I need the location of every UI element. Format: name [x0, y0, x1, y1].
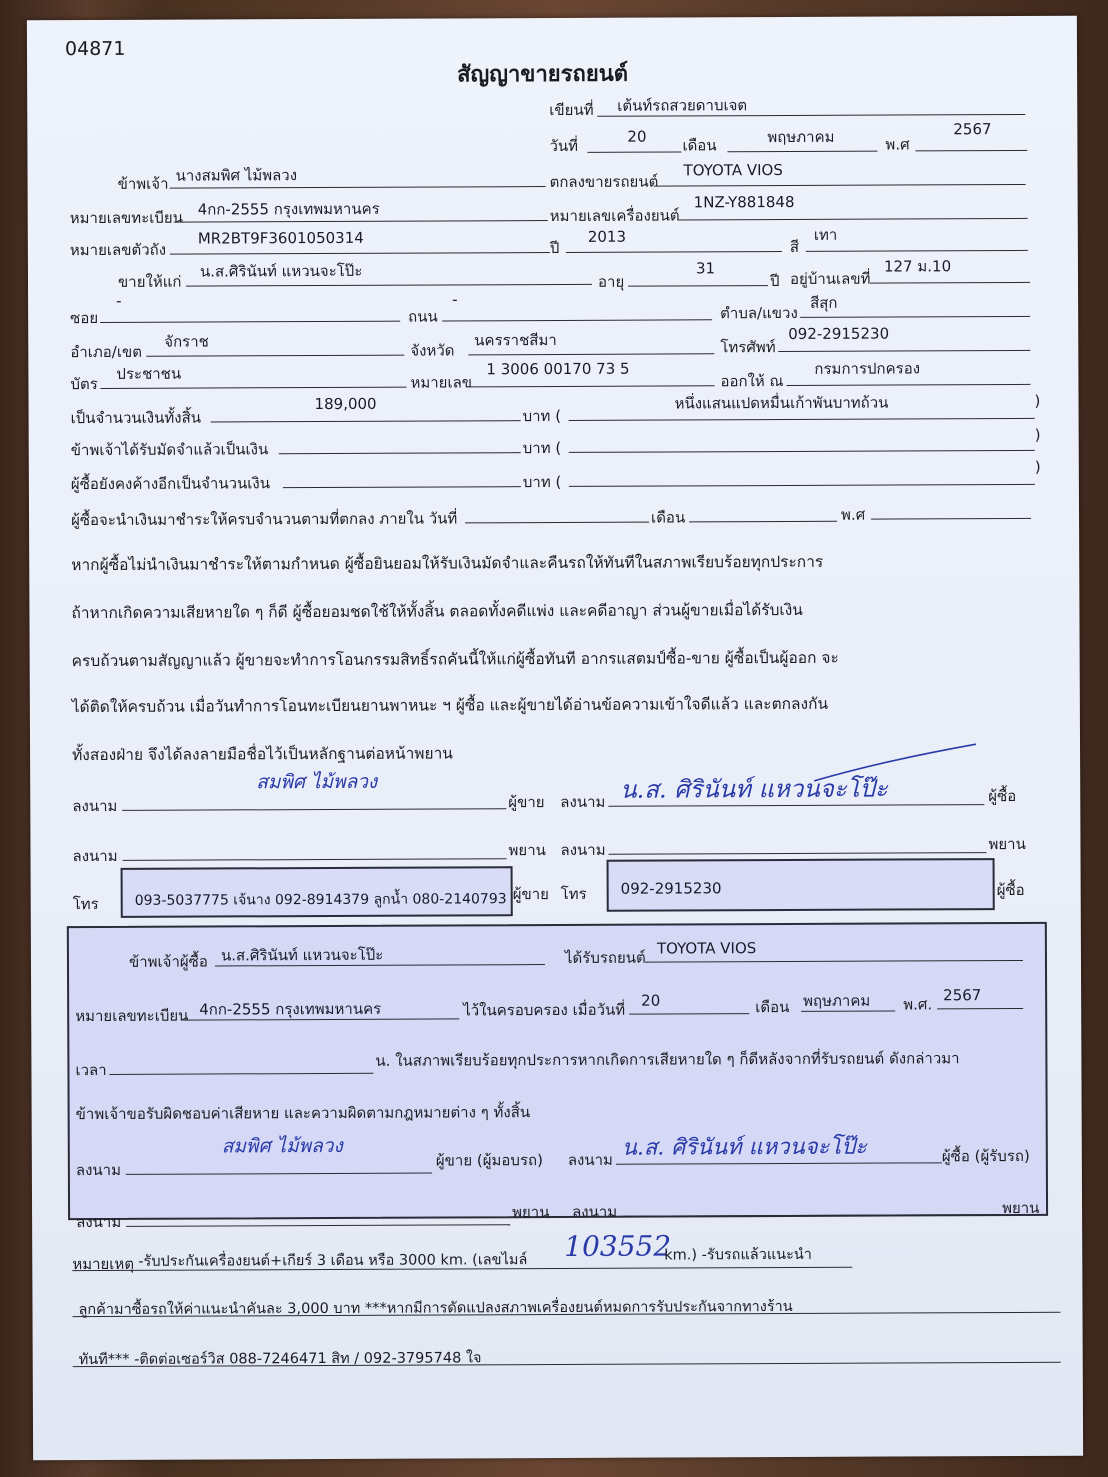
document-title: สัญญาขายรถยนต์: [457, 61, 629, 88]
contract-paper: [27, 16, 1083, 1461]
deposit-words-line: [569, 450, 1035, 453]
buyer-signature: น.ส. ศิรินันท์ แหวนจะโป๊ะ: [620, 774, 888, 804]
soi-label: ซอย: [70, 308, 99, 328]
chassis-no-line: [170, 252, 550, 255]
remarks-line-1a: -รับประกันเครื่องยนต์+เกียร์ 3 เดือน หรือ 3000 km. (เลขไมล์: [138, 1252, 528, 1270]
road-value[interactable]: -: [452, 290, 458, 309]
receipt-witness2-role: พยาน: [1002, 1198, 1040, 1218]
issued-by-line: [786, 384, 1030, 386]
card-no-line: [468, 385, 714, 387]
sell-to-label: ขายให้แก่: [117, 272, 182, 291]
month-value[interactable]: พฤษภาคม: [767, 127, 835, 147]
pay-by-year-label: พ.ศ: [840, 505, 866, 524]
pay-by-label: ผู้ซื้อจะนำเงินมาชำระให้ครบจำนวนตามที่ตกลง ภายใน วันที่: [71, 509, 458, 530]
terms-line-1: หากผู้ซื้อไม่นำเงินมาชำระให้ตามกำหนด ผู้ซื้อยินยอมให้รับเงินมัดจำและคืนรถให้ทันทีในสภาพเรียบร้อยทุกประการ: [71, 552, 824, 575]
mileage-value[interactable]: 103552: [564, 1229, 672, 1263]
witness1-sign-label: ลงนาม: [72, 846, 118, 866]
deposit-label: ข้าพเจ้าได้รับมัดจำแล้วเป็นเงิน: [70, 440, 269, 460]
remaining-words-line: [569, 484, 1035, 487]
seller-label: ข้าพเจ้า: [117, 174, 169, 193]
district-value[interactable]: จักราช: [164, 332, 209, 351]
remarks-line-3: ทันที*** -ติดต่อเซอร์วิส 088-7246471 สิท / 092-3795748 ใจ: [78, 1350, 482, 1369]
receipt-reg-value[interactable]: 4กก-2555 กรุงเทพมหานคร: [199, 999, 382, 1019]
total-baht-label: บาท (: [522, 406, 562, 426]
remarks-label: หมายเหตุ: [72, 1254, 135, 1274]
buyer-phone-value[interactable]: 092-2915230: [620, 879, 722, 898]
card-no-label: หมายเลข: [410, 373, 473, 392]
car-model-value[interactable]: TOYOTA VIOS: [683, 161, 783, 180]
soi-value[interactable]: -: [116, 291, 122, 310]
received-car-value[interactable]: TOYOTA VIOS: [656, 939, 757, 958]
age-line: [628, 285, 768, 287]
year-line: [566, 251, 782, 253]
car-model-line: [654, 184, 1026, 187]
year-label: ปี: [549, 238, 560, 258]
witness1-sign-line: [123, 858, 507, 861]
pay-by-date-line: [465, 522, 649, 524]
pay-by-month-label: เดือน: [650, 508, 686, 527]
total-words-line: [569, 418, 1035, 421]
receipt-seller-role: ผู้ขาย (ผู้มอบรถ): [435, 1151, 543, 1170]
age-label: อายุ: [597, 272, 625, 291]
house-no-label: อยู่บ้านเลขที่: [789, 269, 871, 288]
receipt-witness1-role: พยาน: [512, 1203, 550, 1222]
soi-line: [100, 321, 400, 323]
receipt-witness1-line: [126, 1224, 510, 1227]
phone-value[interactable]: 092-2915230: [788, 324, 890, 343]
province-label: จังหวัด: [410, 341, 455, 360]
received-car-label: ได้รับรถยนต์: [564, 948, 646, 967]
year-be-line: [915, 150, 1027, 151]
deposit-line: [279, 452, 521, 454]
receipt-seller-signature: สมพิศ ไม้พลวง: [221, 1134, 343, 1158]
terms-line-5: ทั้งสองฝ่าย จึงได้ลงลายมือชื่อไว้เป็นหลักฐานต่อหน้าพยาน: [72, 744, 453, 765]
chassis-no-label: หมายเลขตัวถัง: [69, 240, 167, 260]
buyer-role-label: ผู้ซื้อ: [988, 786, 1017, 806]
total-words-value[interactable]: หนึ่งแสนแปดหมื่นเก้าพันบาทถ้วน: [674, 393, 889, 413]
date-value[interactable]: 20: [627, 127, 647, 146]
road-label: ถนน: [408, 307, 438, 326]
buyer-phone-label: โทร: [560, 884, 587, 903]
witness2-role-label: พยาน: [988, 834, 1026, 854]
age-value[interactable]: 31: [695, 259, 716, 278]
reg-no-label: หมายเลขทะเบียน: [69, 208, 183, 228]
house-no-line: [870, 282, 1030, 284]
document-number: 04871: [64, 37, 126, 61]
seller-phone-label: โทร: [72, 894, 99, 914]
seller-phones-value[interactable]: 093-5037775 เจ้นาง 092-8914379 ลูกน้ำ 080-2140793: [134, 891, 507, 909]
card-label: บัตร: [70, 374, 98, 394]
buyer-sign-label: ลงนาม: [560, 792, 606, 811]
receipt-buyer-role: ผู้ซื้อ (ผู้รับรถ): [941, 1146, 1030, 1166]
card-value[interactable]: ประชาชน: [116, 364, 182, 383]
receipt-buyer-sign-label: ลงนาม: [567, 1150, 613, 1169]
receipt-month-label: เดือน: [755, 997, 790, 1017]
buyer-name-line: [186, 284, 592, 287]
receipt-condition-text: น. ในสภาพเรียบร้อยทุกประการหากเกิดการเสียหายใด ๆ ก็ดีหลังจากที่รับรถยนต์ ดังกล่าวมา: [375, 1049, 960, 1070]
receipt-month-value[interactable]: พฤษภาคม: [803, 991, 871, 1010]
total-amount-line: [211, 420, 521, 422]
seller-signature: สมพิศ ไม้พลวง: [256, 770, 378, 794]
buyer-name-value[interactable]: น.ส.ศิรินันท์ แหวนจะโป๊ะ: [199, 261, 363, 281]
district-line: [146, 355, 404, 357]
subdistrict-line: [800, 316, 1030, 318]
province-line: [468, 353, 714, 355]
witness2-sign-line: [609, 852, 987, 855]
color-value[interactable]: เทา: [813, 225, 838, 244]
remarks-line-2: ลูกค้ามาซื้อรถให้ค่าแนะนำคันละ 3,000 บาท ***หากมีการดัดแปลงสภาพเครื่องยนต์หมดการรับประกันจากทางร้าน: [78, 1298, 793, 1319]
receipt-year-label: พ.ศ.: [903, 995, 933, 1014]
terms-line-3: ครบถ้วนตามสัญญาแล้ว ผู้ขายจะทำการโอนกรรมสิทธิ์รถคันนี้ให้แก่ผู้ซื้อทันที อากรแสตมป์ซื้อ-ขาย ผู้ซื้อเป็นผู้ออก จะ: [71, 648, 839, 671]
written-at-label: เขียนที่: [549, 100, 594, 120]
possession-label: ไว้ในครอบครอง เมื่อวันที่: [463, 1000, 626, 1020]
color-label: สี: [789, 237, 800, 256]
receipt-reg-label: หมายเลขทะเบียน: [75, 1006, 189, 1026]
receipt-witness1-sign-label: ลงนาม: [76, 1212, 122, 1232]
district-label: อำเภอ/เขต: [70, 342, 142, 362]
total-close-paren: ): [1034, 391, 1041, 410]
remaining-baht-label: บาท (: [522, 472, 562, 492]
witness2-sign-label: ลงนาม: [560, 840, 606, 859]
road-line: [442, 319, 712, 321]
seller-phone-role-label: ผู้ขาย: [512, 885, 549, 904]
seller-sign-line: [122, 808, 506, 811]
buyer-phone-role-label: ผู้ซื้อ: [996, 880, 1025, 900]
possession-day-value[interactable]: 20: [641, 991, 661, 1010]
engine-no-line: [678, 218, 1028, 221]
receipt-buyer-value[interactable]: น.ส.ศิรินันท์ แหวนจะโป๊ะ: [220, 945, 384, 965]
house-no-value[interactable]: 127 ม.10: [883, 257, 952, 276]
pay-by-month-line: [689, 521, 837, 523]
total-amount-label: เป็นจำนวนเงินทั้งสิ้น: [70, 408, 202, 428]
receipt-responsibility-text: ข้าพเจ้าขอรับผิดชอบค่าเสียหาย และความผิดตามกฎหมายต่าง ๆ ทั้งสิ้น: [75, 1103, 531, 1124]
written-at-value[interactable]: เต้นท์รถสวยดาบเจต: [617, 96, 748, 115]
year-be-label: พ.ศ: [885, 135, 910, 154]
issued-by-value[interactable]: กรมการปกครอง: [814, 359, 921, 378]
issued-by-label: ออกให้ ณ: [720, 371, 784, 391]
card-no-value[interactable]: 1 3006 00170 73 5: [486, 359, 630, 379]
terms-line-4: ได้ติดให้ครบถ้วน เมื่อวันทำการโอนทะเบียนยานพาหนะ ฯ ผู้ซื้อ และผู้ขายได้อ่านข้อความเข้าใจดีแล้ว และตกลงกัน: [71, 694, 829, 717]
remarks-line-1b: km.) -รับรถแล้วแนะนำ: [664, 1246, 812, 1264]
remaining-close-paren: ): [1034, 457, 1041, 476]
receipt-witness2-sign-label: ลงนาม: [572, 1202, 618, 1221]
phone-label: โทรศัพท์: [720, 338, 776, 357]
age-unit-label: ปี: [769, 272, 780, 291]
agree-sell-label: ตกลงขายรถยนต์: [549, 172, 659, 192]
province-value[interactable]: นครราชสีมา: [474, 330, 557, 350]
engine-no-value[interactable]: 1NZ-Y881848: [693, 192, 795, 212]
remaining-line: [283, 486, 521, 488]
deposit-close-paren: ): [1034, 425, 1041, 444]
receipt-time-label: เวลา: [75, 1060, 107, 1080]
receipt-buyer-label: ข้าพเจ้าผู้ซื้อ: [128, 952, 208, 971]
date-label: วันที่: [549, 136, 579, 156]
chassis-no-value[interactable]: MR2BT9F3601050314: [197, 228, 364, 248]
month-line: [727, 151, 877, 153]
total-amount-value[interactable]: 189,000: [314, 394, 377, 414]
receipt-seller-sign-label: ลงนาม: [75, 1160, 122, 1180]
pay-by-year-line: [871, 518, 1031, 520]
receipt-buyer-signature: น.ส. ศิรินันท์ แหวนจะโป๊ะ: [621, 1134, 868, 1161]
terms-line-2: ถ้าหากเกิดความเสียหายใด ๆ ก็ดี ผู้ซื้อยอมชดใช้ให้ทั้งสิ้น ตลอดทั้งคดีแพ่ง และคดีอาญา ส่วนผู้ขายเมื่อได้รับเงิน: [71, 600, 803, 623]
remaining-label: ผู้ซื้อยังคงค้างอีกเป็นจำนวนเงิน: [70, 474, 271, 494]
phone-line: [778, 350, 1030, 352]
seller-name-value[interactable]: นางสมพิศ ไม้พลวง: [175, 166, 298, 185]
month-label: เดือน: [682, 136, 717, 155]
subdistrict-value[interactable]: สีสุก: [810, 293, 838, 312]
year-be-value[interactable]: 2567: [953, 120, 992, 139]
seller-sign-label: ลงนาม: [72, 796, 118, 816]
date-line: [587, 151, 681, 152]
deposit-baht-label: บาท (: [522, 438, 562, 458]
card-line: [100, 387, 406, 389]
subdistrict-label: ตำบล/แขวง: [720, 303, 798, 323]
seller-role-label: ผู้ขาย: [508, 793, 545, 812]
signature-flourish-icon: [810, 740, 980, 785]
receipt-year-value[interactable]: 2567: [943, 986, 982, 1005]
color-line: [806, 250, 1028, 252]
engine-no-label: หมายเลขเครื่องยนต์: [549, 206, 680, 226]
year-value[interactable]: 2013: [587, 227, 627, 246]
reg-no-value[interactable]: 4กก-2555 กรุงเทพมหานคร: [197, 199, 380, 219]
witness1-role-label: พยาน: [508, 841, 546, 860]
